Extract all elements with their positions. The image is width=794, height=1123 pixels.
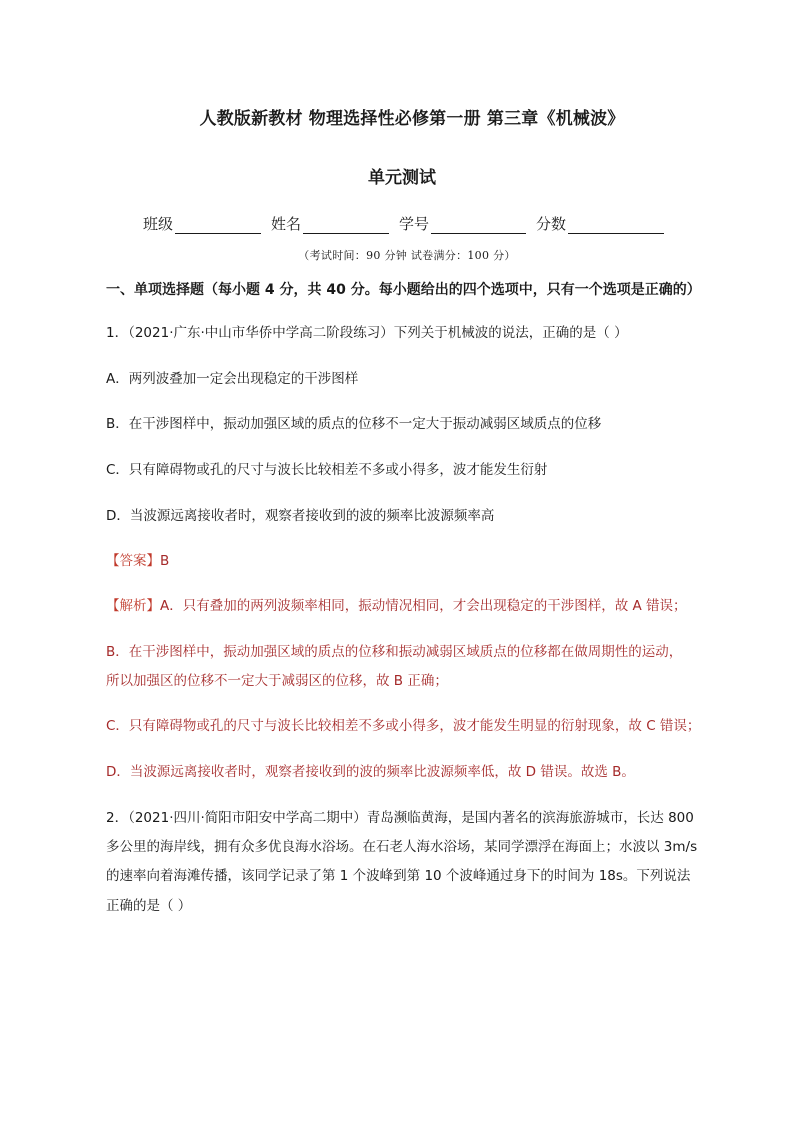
page-subtitle: 单元测试 [368,168,436,188]
name-blank [303,216,389,234]
class-field [143,213,261,234]
name-field [271,213,389,234]
class-blank [175,216,261,234]
id-blank [431,216,526,234]
question-2-line-1: 2．（2021·四川·简阳市阳安中学高二期中）青岛濒临黄海，是国内著名的滨海旅游城市，长达 800 [106,810,694,826]
question-1-option-d: D．当波源远离接收者时，观察者接收到的波的频率比波源频率高 [106,508,495,524]
name-label: 姓名 [271,215,302,233]
question-2-line-4: 正确的是（ ） [106,898,192,914]
question-2-line-3: 的速率向着海滩传播，该同学记录了第 1 个波峰到第 10 个波峰通过身下的时间为 18s。下列说法 [106,868,691,884]
score-field [536,213,664,234]
question-1-answer [106,552,169,570]
student-info-row [143,213,674,234]
exam-note: （考试时间：90 分钟 试卷满分：100 分） [298,249,516,262]
analysis-text-1: A．只有叠加的两列波频率相同，振动情况相同，才会出现稳定的干涉图样，故 A 错误； [160,598,687,614]
analysis-tag: 【解析】 [106,598,160,614]
class-label: 班级 [143,215,174,233]
question-1-option-a: A．两列波叠加一定会出现稳定的干涉图样 [106,371,359,387]
answer-tag: 【答案】 [106,553,160,569]
score-blank [568,216,664,234]
question-1-analysis-line-2: B．在干涉图样中，振动加强区域的质点的位移和振动减弱区域质点的位移都在做周期性的运动， [106,644,683,660]
question-1-analysis-line-3: C．只有障碍物或孔的尺寸与波长比较相差不多或小得多，波才能发生明显的衍射现象，故 C 错误； [106,718,701,734]
question-1-option-b: B．在干涉图样中，振动加强区域的质点的位移不一定大于振动减弱区域质点的位移 [106,416,602,432]
answer-value: B [160,553,170,569]
question-2-line-2: 多公里的海岸线，拥有众多优良海水浴场。在石老人海水浴场，某同学漂浮在海面上；水波以 3m/s [106,839,698,855]
id-label: 学号 [399,215,430,233]
question-1-analysis-line-2b: 所以加强区的位移不一定大于减弱区的位移，故 B 正确； [106,673,448,689]
section-heading: 一、单项选择题（每小题 4 分，共 40 分。每小题给出的四个选项中，只有一个选项是正确的） [106,282,701,298]
question-1-analysis-line-1 [106,597,687,615]
question-1-stem: 1．（2021·广东·中山市华侨中学高二阶段练习）下列关于机械波的说法，正确的是（ ） [106,325,628,341]
page-title: 人教版新教材 物理选择性必修第一册 第三章《机械波》 [199,109,625,129]
question-1-option-c: C．只有障碍物或孔的尺寸与波长比较相差不多或小得多，波才能发生衍射 [106,462,548,478]
id-field [399,213,526,234]
question-1-analysis-line-4: D．当波源远离接收者时，观察者接收到的波的频率比波源频率低，故 D 错误。故选 B。 [106,764,635,780]
score-label: 分数 [536,215,567,233]
